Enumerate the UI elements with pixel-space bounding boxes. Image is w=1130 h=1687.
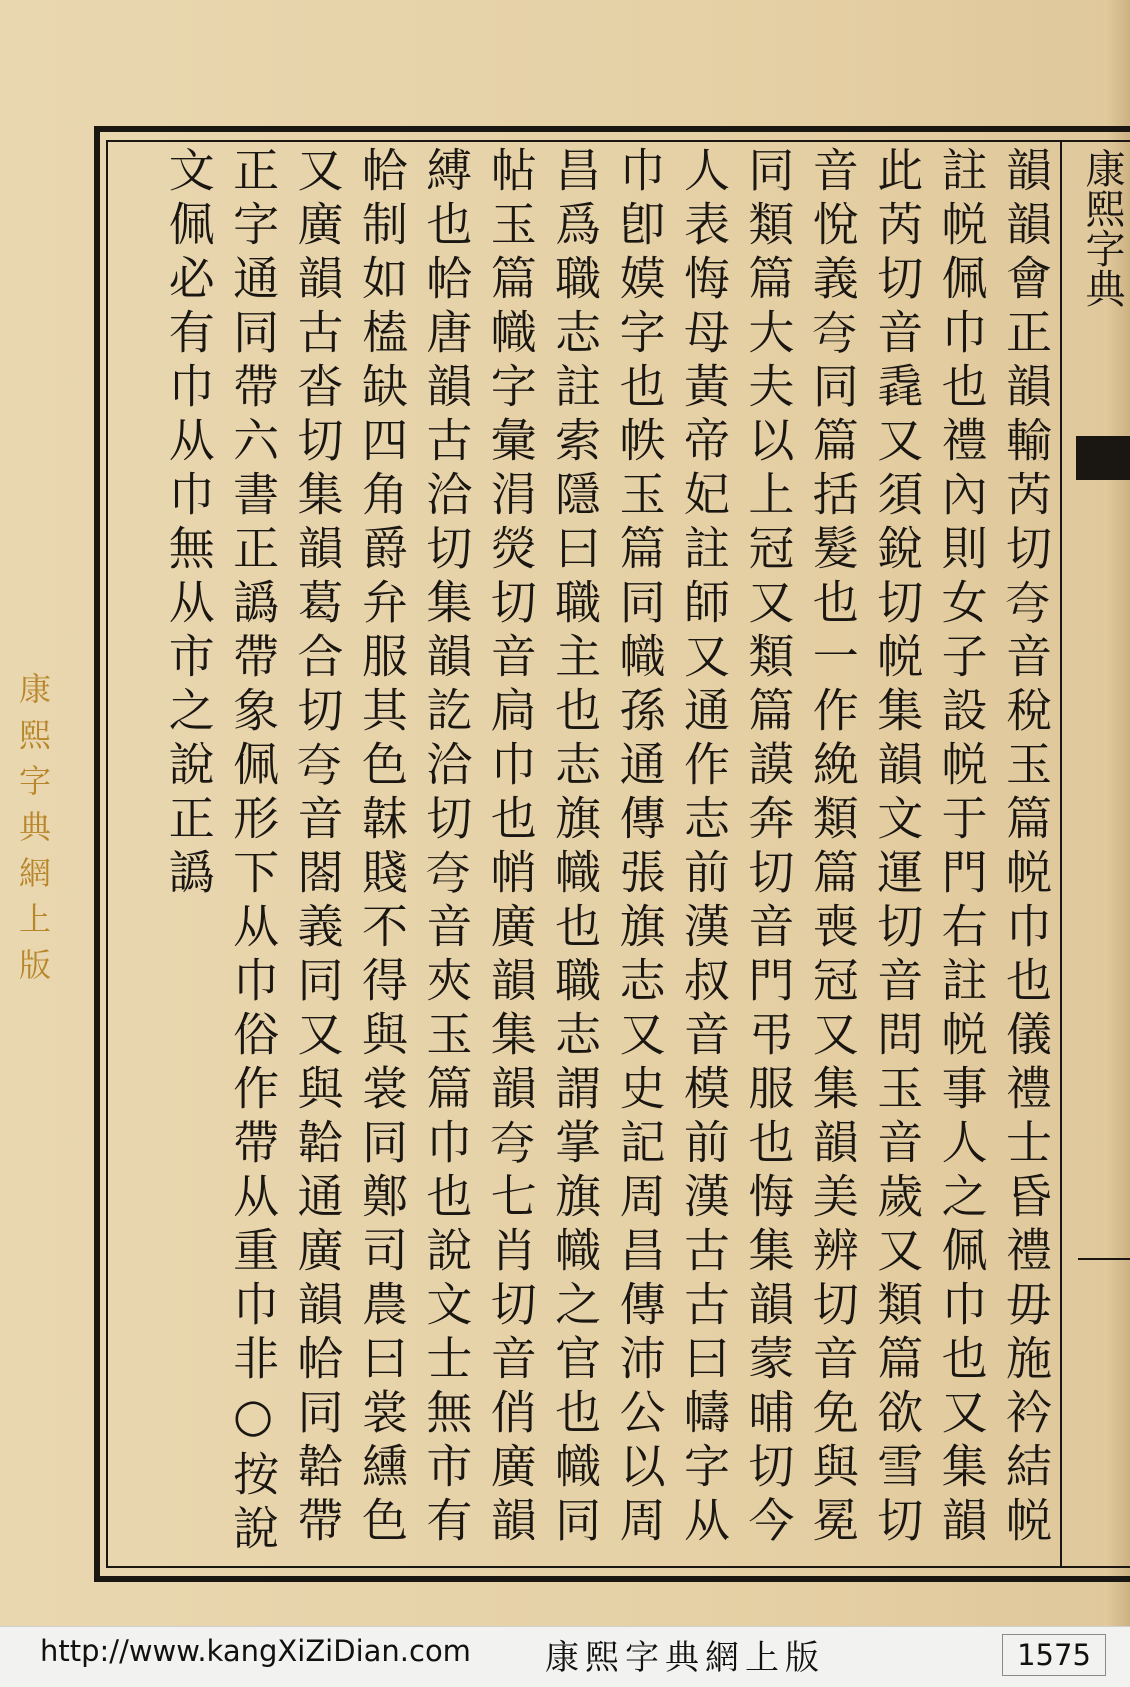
header-divider xyxy=(1078,1258,1130,1260)
fishtail-mark xyxy=(1076,436,1130,480)
header-title: 康熙字典 xyxy=(1079,148,1125,308)
header-column xyxy=(1060,140,1130,1568)
side-watermark-label: 康熙字典網上版 xyxy=(14,672,52,994)
page-number: 1575 xyxy=(1002,1634,1106,1676)
footer-title: 康熙字典網上版 xyxy=(545,1638,825,1678)
footer-url-link[interactable]: http://www.kangXiZiDian.com xyxy=(40,1634,471,1668)
dictionary-text: 韻韻會正韻輸芮切𡗝音稅玉篇帨巾也儀禮士昏禮毋施衿結帨註帨佩巾也禮內則女子設帨于門右註帨事人之佩巾也又集韻此芮切音毳又須銳切帨集韻文運切音問玉音歲又類篇欲雪切音悅義𡗝同篇括髮也一作絻類篇喪冠又集韻美辨切音免與冕同類篇大夫以上冠又類篇謨奔切音門弔服也悔集韻蒙晡切今人表悔母黃帝妃註師又通作志前漢叔音模前漢古古曰幬字从巾卽嫫字也帙玉篇同幟孫通傳張旗志又史記周昌傳沛公以周昌爲職志註索隱曰職主也志旗幟也職志謂掌旗幟之官也幟同帖玉篇幟字彙涓熒切音扃巾也帩廣韻集韻𡗝七肖切音俏廣韻縛也帢唐韻古洽切集韻訖洽切𡗝音夾玉篇巾也說文士無市有帢制如榼缺四角爵弁服其色韎賤不得與裳同鄭司農曰裳纁色又廣韻古沓切集韻葛合切𡗝音閤義同又與韐通廣韻帢同韐帶正字通同帶六書正譌帶象佩形下从巾俗作帶从重巾非○按說文佩必有巾从巾無从市之說正譌 xyxy=(161,146,1053,1558)
